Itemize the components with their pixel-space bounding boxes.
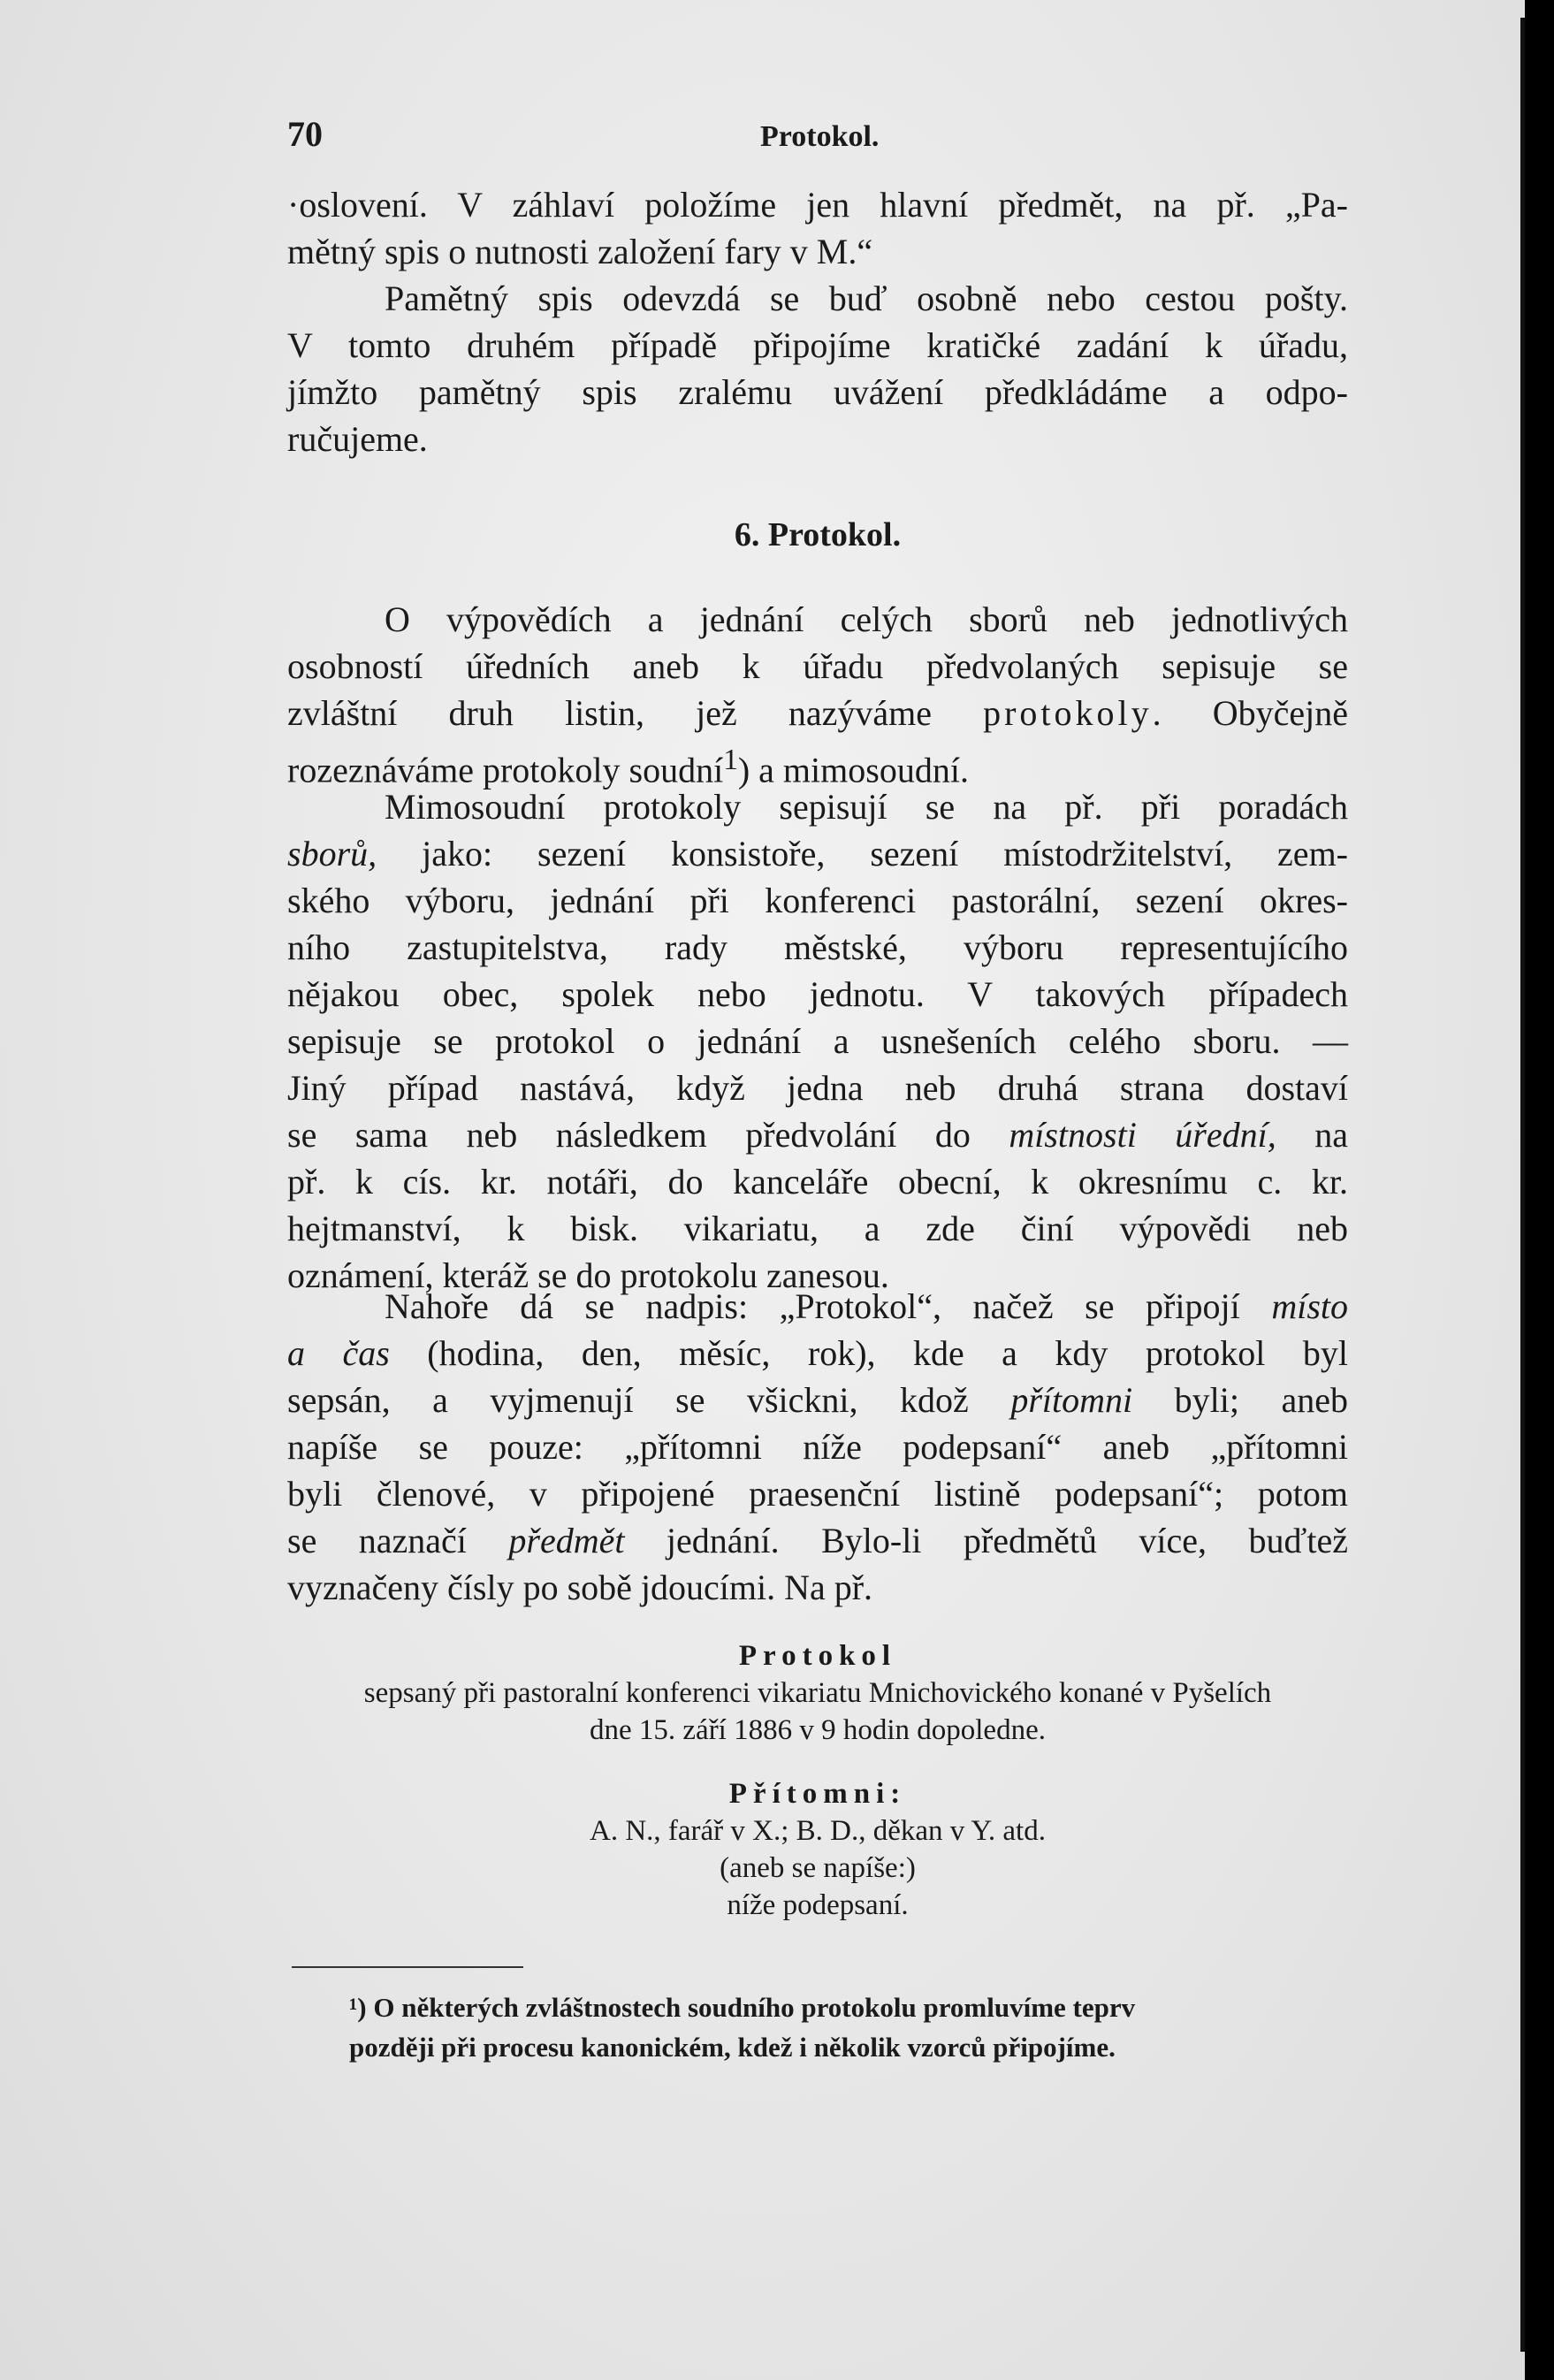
text-line: ního zastupitelstva, rady městské, výboru representujícího bbox=[287, 927, 1348, 967]
example-line: sepsaný při pastoralní konferenci vikariatu Mnichovického konané v Pyšelích bbox=[363, 1677, 1272, 1709]
text-line: mětný spis o nutnosti založení fary v M.“ bbox=[287, 232, 873, 271]
running-title: Protokol. bbox=[760, 120, 880, 153]
page-number: 70 bbox=[287, 114, 323, 154]
example-present-heading: Přítomni: bbox=[728, 1778, 907, 1810]
example-heading: Protokol bbox=[738, 1640, 897, 1672]
footnote-ref: 1 bbox=[723, 744, 738, 776]
protocol-example bbox=[287, 1637, 1348, 1924]
page-edge bbox=[1520, 18, 1525, 2352]
footnote-divider bbox=[292, 1966, 523, 1968]
text-line: ručujeme. bbox=[287, 419, 428, 459]
text-line: rozeznáváme protokoly soudní$^1$) a mimosoudní. bbox=[287, 744, 969, 790]
footnote-marker: ¹) bbox=[349, 1992, 367, 2023]
example-line: dne 15. září 1886 v 9 hodin dopoledne. bbox=[590, 1714, 1046, 1746]
text-line: osobností úředních aneb k úřadu předvolaných sepisuje se bbox=[287, 646, 1348, 686]
text-line: ského výboru, jednání při konferenci pastorální, sezení okres- bbox=[287, 881, 1348, 920]
text-line: ·oslovení. V záhlaví položíme jen hlavní předmět, na př. „Pa- bbox=[287, 185, 1348, 225]
text-line: hejtmanství, k bisk. vikariatu, a zde činí výpovědi neb bbox=[287, 1209, 1348, 1248]
intro-paragraph bbox=[287, 181, 1348, 462]
paragraph-1 bbox=[287, 596, 1348, 790]
paragraph-3 bbox=[287, 1283, 1348, 1611]
text-line: Pamětný spis odevzdá se buď osobně nebo cestou pošty. bbox=[385, 278, 1348, 318]
text-line: vyznačeny čísly po sobě jdoucími. Na př. bbox=[287, 1568, 873, 1607]
section-heading: 6. Protokol. bbox=[734, 516, 902, 553]
text-line: nějakou obec, spolek nebo jednotu. V takových případech bbox=[287, 974, 1348, 1014]
example-line: (aneb se napíše:) bbox=[720, 1852, 916, 1884]
text-line: př. k cís. kr. notáři, do kanceláře obecní, k okresnímu c. kr. bbox=[287, 1162, 1348, 1201]
footnote-line: později při procesu kanonickém, kdež i několik vzorců připojíme. bbox=[349, 2032, 1116, 2063]
example-line: níže podepsaní. bbox=[727, 1889, 909, 1921]
text-line: O výpovědích a jednání celých sborů neb jednotlivých bbox=[385, 599, 1348, 639]
text-line: sborů, jako: sezení konsistoře, sezení místodržitelství, zem- bbox=[287, 834, 1348, 873]
text-line: V tomto druhém případě připojíme kratičké zadání k úřadu, bbox=[287, 325, 1348, 365]
text-line: byli členové, v připojené praesenční listině podepsaní“; potom bbox=[287, 1474, 1348, 1514]
text-line: se sama neb následkem předvolání do místnosti úřední, na bbox=[287, 1115, 1348, 1155]
text-line: oznámení, kteráž se do protokolu zanesou. bbox=[287, 1255, 889, 1295]
footnote bbox=[349, 1987, 1348, 2067]
text-line: sepisuje se protokol o jednání a usnešeních celého sboru. — bbox=[287, 1021, 1348, 1061]
text-line: Nahoře dá se nadpis: „Protokol“, načež se připojí místo bbox=[385, 1286, 1348, 1326]
text-line: zvláštní druh listin, jež nazýváme protokoly. Obyčejně bbox=[287, 693, 1348, 733]
text-line: Mimosoudní protokoly sepisují se na př. při poradách bbox=[385, 787, 1348, 827]
text-line: napíše se pouze: „přítomni níže podepsaní“ aneb „přítomni bbox=[287, 1427, 1348, 1467]
footnote-line: ¹) O některých zvláštnostech soudního protokolu promluvíme teprv bbox=[349, 1992, 1136, 2023]
text-line: a čas (hodina, den, měsíc, rok), kde a kdy protokol byl bbox=[287, 1333, 1348, 1373]
text-line: se naznačí předmět jednání. Bylo-li předmětů více, buďtež bbox=[287, 1521, 1348, 1560]
text-line: jímžto pamětný spis zralému uvážení předkládáme a odpo- bbox=[287, 372, 1348, 412]
example-line: A. N., farář v X.; B. D., děkan v Y. atd. bbox=[590, 1815, 1046, 1847]
paragraph-2 bbox=[287, 783, 1348, 1299]
emphasized-term: protokoly bbox=[983, 693, 1153, 733]
text-line: Jiný případ nastává, když jedna neb druhá strana dostaví bbox=[287, 1068, 1348, 1108]
text-line: sepsán, a vyjmenují se všickni, kdož přítomni byli; aneb bbox=[287, 1380, 1348, 1420]
